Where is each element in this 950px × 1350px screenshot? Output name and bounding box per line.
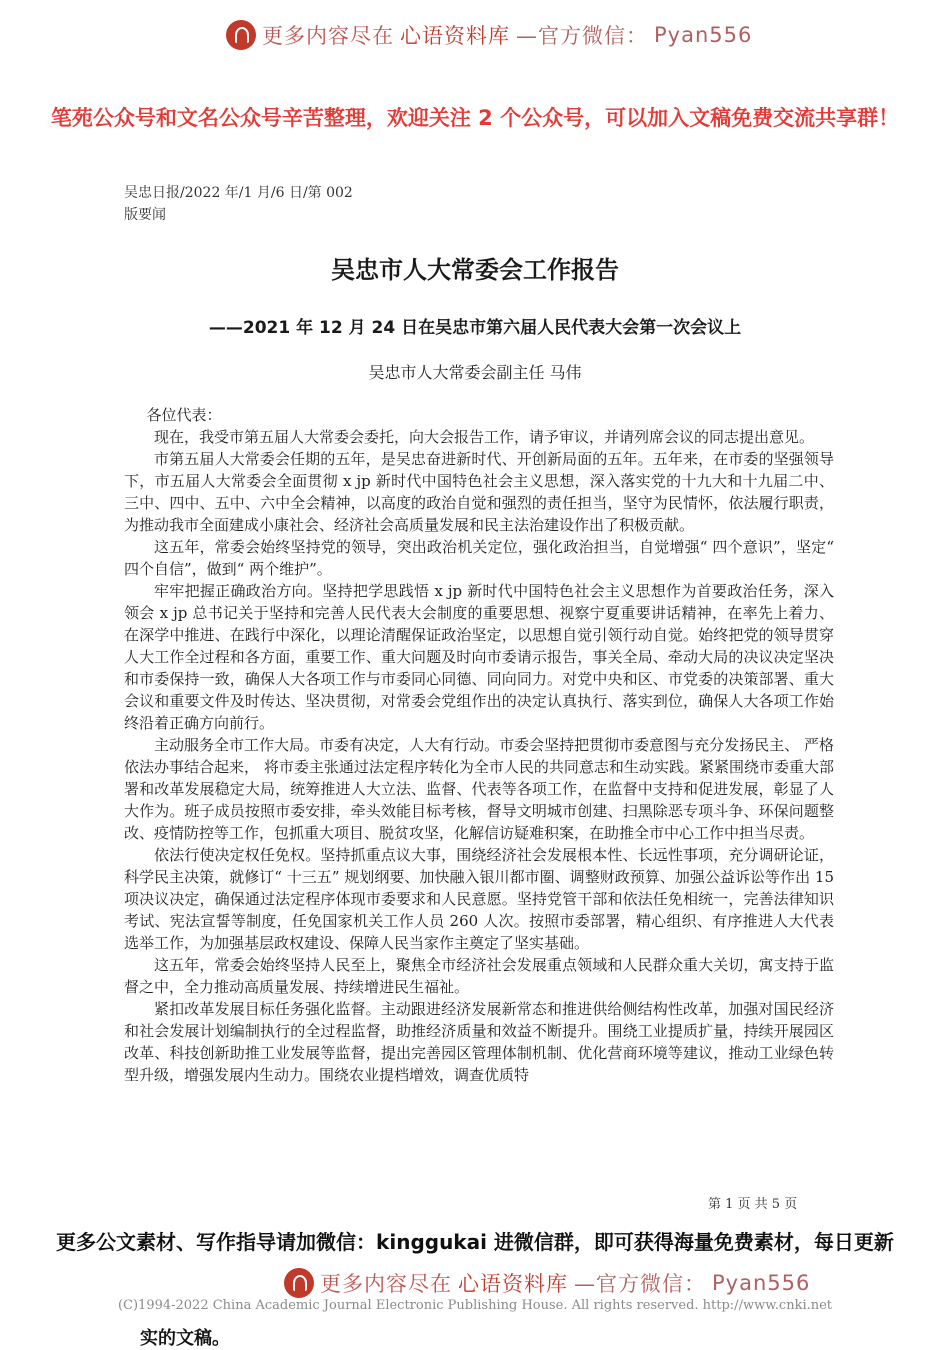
report-author: 吴忠市人大常委会副主任 马伟 (368, 363, 582, 382)
bottom-promo-banner: 更多公文素材、写作指导请加微信：kinggukai 进微信群，即可获得海量免费素材，每日更新 (56, 1230, 894, 1254)
copyright-footer: (C)1994-2022 China Academic Journal Electronic Publishing House. All rights reserved. http://www.cnki.net (117, 1298, 833, 1313)
watermark-account: Pyan556 (654, 23, 753, 47)
paragraph: 牢牢把握正确政治方向。坚持把学思践悟 x jp 新时代中国特色社会主义思想作为首要政治任务，深入领会 x jp 总书记关于坚持和完善人民代表大会制度的重要思想、视察宁夏重要讲话精神，在率先上着力、在深学中推进、在践行中深化，以理论清醒保证政治坚定，以思想自觉引领行动自觉。始终把党的领导贯穿人大工作全过程和各方面，重要工作、重大问题及时向市委请示报告，事关全局、牵动大局的决议决定坚决和市委保持一致，确保人大各项工作与市委同心同德、同向同力。对党中央和区、市党委的决策部署、重大会议和重要文件及时传达、坚决贯彻，对常委会党组作出的决定认真执行、落实到位，确保人大各项工作始终沿着正确方向前行。 (124, 582, 834, 732)
watermark-highlight: 心语资料库 (400, 24, 510, 48)
watermark-suffix: —官方微信： (574, 1272, 706, 1296)
top-watermark (226, 20, 752, 50)
bottom-watermark (284, 1268, 810, 1298)
report-body (124, 404, 834, 1086)
watermark-account: Pyan556 (712, 1271, 811, 1295)
paragraph: 依法行使决定权任免权。坚持抓重点议大事，围绕经济社会发展根本性、长远性事项，充分调研论证，科学民主决策，就修订“ 十三五” 规划纲要、加快融入银川都市圈、调整财政预算、加强公益诉讼等作出 15 项决议决定，确保通过法定程序体现市委要求和人民意愿。坚持党管干部和依法任免相统一，完善法律知识考试、宪法宣誓等制度，任免国家机关工作人员 260 人次。按照市委部署，精心组织、有序推进人大代表选举工作，为加强基层政权建设、保障人民当家作主奠定了坚实基础。 (124, 846, 834, 952)
paragraph: 紧扣改革发展目标任务强化监督。主动跟进经济发展新常态和推进供给侧结构性改革，加强对国民经济和社会发展计划编制执行的全过程监督，助推经济质量和效益不断提升。围绕工业提质扩量，持续开展园区改革、科技创新助推工业发展等监督，提出完善园区管理体制机制、优化营商环境等建议，推动工业绿色转型升级，增强发展内生动力。围绕农业提档增效，调查优质特 (124, 1000, 834, 1084)
paragraph: 这五年，常委会始终坚持党的领导，突出政治机关定位，强化政治担当，自觉增强“ 四个意识”，坚定“ 四个自信”，做到“ 两个维护”。 (124, 538, 834, 578)
watermark-prefix: 更多内容尽在 (262, 24, 394, 48)
paragraph: 主动服务全市工作大局。市委有决定，人大有行动。市委会坚持把贯彻市委意图与充分发扬民主、 严格依法办事结合起来， 将市委主张通过法定程序转化为全市人民的共同意志和生动实践。紧紧围绕市委重大部署和改革发展稳定大局，统筹推进人大立法、监督、代表等各项工作，在监督中支持和促进发展，彰显了人大作为。班子成员按照市委安排，牵头效能目标考核，督导文明城市创建、扫黑除恶专项斗争、环保问题整改、疫情防控等工作，包抓重大项目、脱贫攻坚，化解信访疑难积案，在助推全市中心工作中担当尽责。 (124, 736, 834, 842)
greeting: 各位代表： (146, 406, 222, 424)
watermark-prefix: 更多内容尽在 (320, 1272, 452, 1296)
paragraph: 现在，我受市第五届人大常委会委托，向大会报告工作，请予审议，并请列席会议的同志提出意见。 (154, 428, 815, 446)
top-promo-banner: 笔苑公众号和文名公众号辛苦整理，欢迎关注 2 个公众号，可以加入文稿免费交流共享群！ (50, 106, 900, 130)
meta-line-2: 版要闻 (124, 207, 166, 223)
publication-meta (124, 182, 353, 226)
page-number: 第 1 页 共 5 页 (708, 1197, 798, 1212)
meta-line-1: 吴忠日报/2022 年/1 月/6 日/第 002 (124, 185, 353, 201)
paragraph: 市第五届人大常委会任期的五年，是吴忠奋进新时代、开创新局面的五年。五年来，在市委的坚强领导下，市五届人大常委会全面贯彻 x jp 新时代中国特色社会主义思想，深入落实党的十九大和十九届二中、三中、四中、五中、六中全会精神，以高度的政治自觉和强烈的责任担当，坚守为民情怀，依法履行职责，为推动我市全面建成小康社会、经济社会高质量发展和民主法治建设作出了积极贡献。 (124, 450, 834, 534)
report-subtitle: ——2021 年 12 月 24 日在吴忠市第六届人民代表大会第一次会议上 (208, 318, 742, 338)
watermark-highlight: 心语资料库 (458, 1272, 568, 1296)
cutoff-text: 实的文稿。 (140, 1328, 230, 1349)
brand-logo-icon (226, 20, 256, 50)
watermark-suffix: —官方微信： (516, 24, 648, 48)
report-title: 吴忠市人大常委会工作报告 (331, 256, 619, 284)
brand-logo-icon (284, 1268, 314, 1298)
paragraph: 这五年，常委会始终坚持人民至上，聚焦全市经济社会发展重点领域和人民群众重大关切，寓支持于监督之中，全力推动高质量发展、持续增进民生福祉。 (124, 956, 834, 996)
